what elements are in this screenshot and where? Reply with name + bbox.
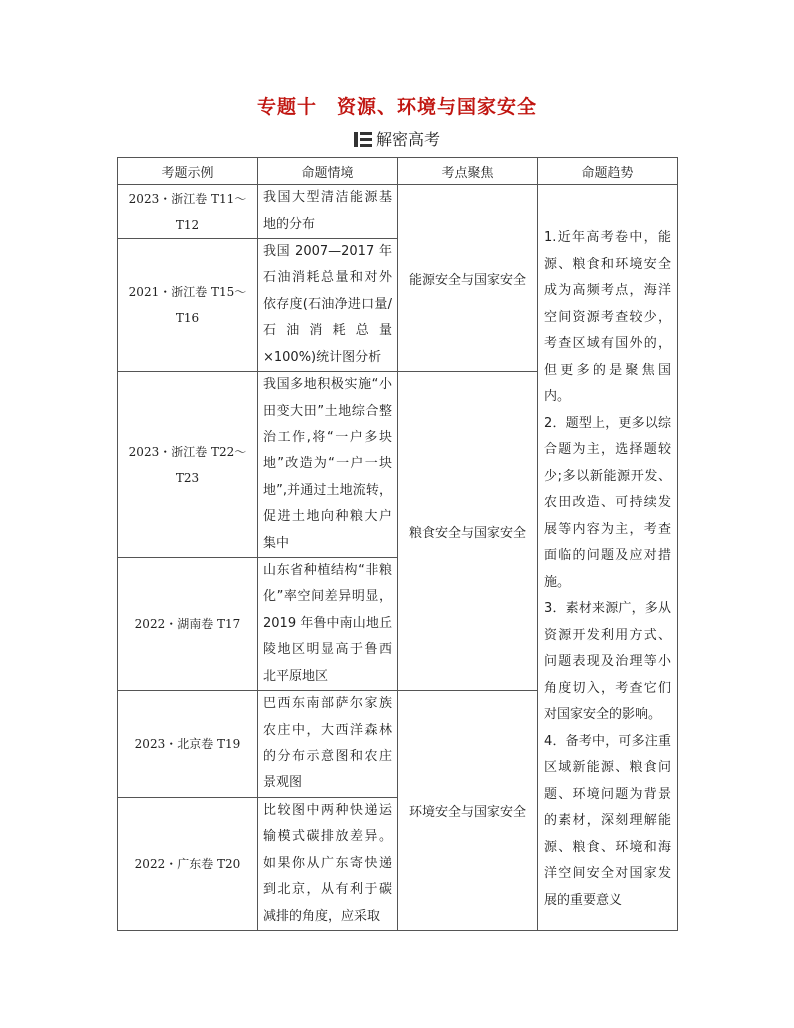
exam-analysis-table: [117, 157, 678, 931]
trend-item: 2．题型上，更多以综合题为主，选择题较少;多以新能源开发、农田改造、可持续发展等内容为主，考查面临的问题及应对措施。: [544, 415, 671, 590]
list-icon: [354, 132, 372, 147]
header-cell: 命题趋势: [538, 158, 678, 185]
example-cell: 2021・浙江卷 T15～T16: [118, 239, 258, 372]
section-heading-label: 解密高考: [375, 130, 440, 149]
scenario-cell: 我国 2007—2017 年石油消耗总量和对外依存度(石油净进口量/石油消耗总量×100%)统计图分析: [258, 239, 398, 372]
header-cell: 考题示例: [118, 158, 258, 185]
scenario-cell: 巴西东南部萨尔家族农庄中，大西洋森林的分布示意图和农庄景观图: [258, 691, 398, 798]
section-heading: [0, 127, 794, 150]
example-cell: 2022・广东卷 T20: [118, 798, 258, 931]
focus-cell: 能源安全与国家安全: [398, 185, 538, 372]
example-cell: 2022・湖南卷 T17: [118, 558, 258, 691]
scenario-cell: 山东省种植结构“非粮化”率空间差异明显，2019 年鲁中南山地丘陵地区明显高于鲁西北平原地区: [258, 558, 398, 691]
trend-item: 1.近年高考卷中，能源、粮食和环境安全成为高频考点，海洋空间资源考查较少，考查区域有国外的，但更多的是聚焦国内。: [544, 230, 671, 404]
trend-item: 3．素材来源广，多从资源开发利用方式、问题表现及治理等小角度切入，考查它们对国家安全的影响。: [544, 601, 671, 722]
table-header-row: [118, 158, 678, 185]
table-row: [118, 185, 678, 239]
scenario-cell: 我国多地积极实施“小田变大田”土地综合整治工作,将“一户多块地”改造为“一户一块地”,并通过土地流转，促进土地向种粮大户集中: [258, 372, 398, 558]
trend-item: 4．备考中，可多注重区域新能源、粮食问题、环境问题为背景的素材，深刻理解能源、粮食、环境和海洋空间安全对国家发展的重要意义: [544, 733, 671, 908]
header-cell: 考点聚焦: [398, 158, 538, 185]
example-cell: 2023・浙江卷 T11～T12: [118, 185, 258, 239]
example-cell: 2023・浙江卷 T22～T23: [118, 372, 258, 558]
focus-cell: 粮食安全与国家安全: [398, 372, 538, 691]
focus-cell: 环境安全与国家安全: [398, 691, 538, 931]
page-title: 专题十 资源、环境与国家安全: [256, 96, 537, 118]
trend-cell: [538, 185, 678, 931]
example-cell: 2023・北京卷 T19: [118, 691, 258, 798]
header-cell: 命题情境: [258, 158, 398, 185]
scenario-cell: 比较图中两种快递运输模式碳排放差异。如果你从广东寄快递到北京，从有利于碳减排的角度，应采取: [258, 798, 398, 931]
scenario-cell: 我国大型清洁能源基地的分布: [258, 185, 398, 239]
